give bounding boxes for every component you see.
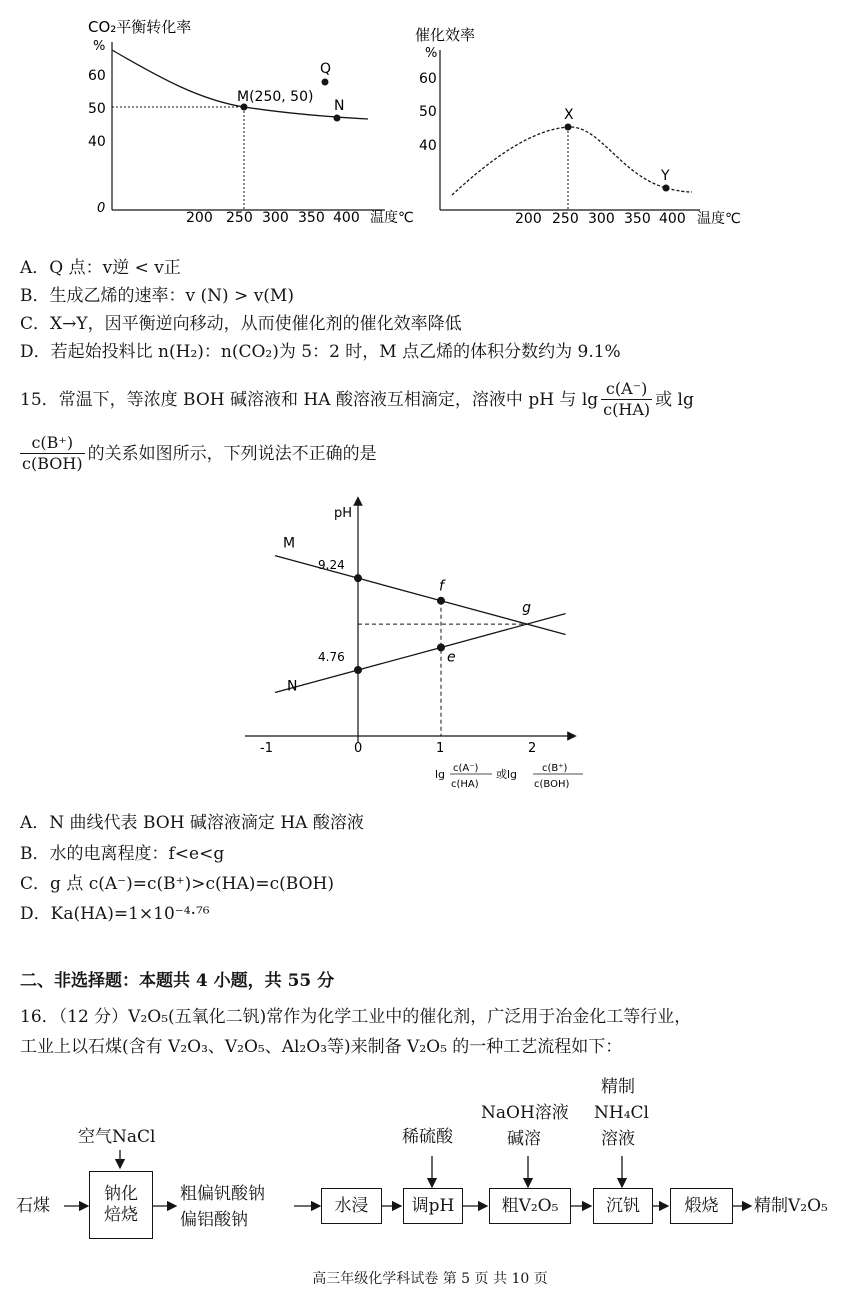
flow-product1: 粗偏钒酸钠: [180, 1184, 265, 1204]
right-ytick-60: 60: [419, 71, 437, 87]
point-intercept-M: [354, 574, 362, 582]
right-xtick-400: 400: [659, 211, 686, 227]
flow-box-calcine: 煅烧: [670, 1188, 733, 1224]
frac1-denominator: c(HA): [603, 400, 651, 419]
ph-xlabel-or: 或lg: [496, 768, 518, 781]
q15-option-c: C．g 点 c(A⁻)=c(B⁺)>c(HA)=c(BOH): [20, 874, 334, 894]
right-chart-title: 催化效率: [415, 26, 476, 44]
flow-end: 精制V₂O₅: [754, 1196, 828, 1216]
right-xtick-200: 200: [515, 211, 542, 227]
label-M: M(250, 50): [237, 89, 314, 105]
point-f: [437, 597, 445, 605]
section-2-title: 二、非选择题：本题共 4 小题，共 55 分: [20, 971, 335, 991]
point-label-g: g: [522, 600, 532, 617]
q15-fraction-a-ha: [601, 379, 652, 420]
flow-box-crude-v2o5: 粗V₂O₅: [489, 1188, 571, 1224]
frac2-denominator: c(BOH): [22, 454, 83, 473]
right-xtick-300: 300: [588, 211, 615, 227]
ph-xtick-neg1: -1: [260, 741, 273, 756]
ph-ylabel: pH: [334, 506, 353, 521]
ph-ytick-476: 4.76: [318, 650, 345, 664]
q15-stem-text: 15．常温下，等浓度 BOH 碱溶液和 HA 酸溶液互相滴定，溶液中 pH 与 lg: [20, 389, 599, 410]
left-chart-title: CO₂平衡转化率: [88, 18, 192, 36]
series-label-M: M: [283, 535, 296, 552]
flow-reagent5a: 精制: [601, 1077, 635, 1097]
ph-xlabel-lg: lg: [435, 768, 446, 781]
point-e: [437, 643, 445, 651]
q15-option-b: B．水的电离程度：f<e<g: [20, 844, 225, 864]
q15-fraction-b-boh: [20, 433, 85, 474]
label-N: N: [334, 98, 345, 114]
co2-conversion-chart: [88, 18, 414, 226]
point-label-f: f: [439, 578, 444, 595]
flow-box-water-leach: 水浸: [321, 1188, 382, 1224]
left-ytick-50: 50: [88, 101, 106, 117]
q16-line2: 工业上以石煤(含有 V₂O₃、V₂O₅、Al₂O₃等)来制备 V₂O₅ 的一种工艺流程如下：: [20, 1037, 623, 1057]
q15-stem-text-2: 的关系如图所示，下列说法不正确的是: [87, 443, 377, 464]
ph-xlabel-num1: c(A⁻): [453, 763, 479, 774]
point-intercept-N: [354, 666, 362, 674]
point-label-e: e: [447, 649, 456, 666]
page-footer: 高三年级化学科试卷 第 5 页 共 10 页: [312, 1271, 548, 1287]
left-xtick-400: 400: [333, 210, 360, 226]
right-xtick-350: 350: [624, 211, 651, 227]
q15-option-a: A．N 曲线代表 BOH 碱溶液滴定 HA 酸溶液: [20, 813, 364, 833]
ph-xtick-0: 0: [354, 741, 363, 756]
right-xlabel: 温度℃: [697, 211, 741, 227]
flow-reagent4b: 碱溶: [507, 1129, 541, 1149]
flow-reagent5c: 溶液: [601, 1129, 635, 1149]
q14-option-b: B．生成乙烯的速率：v (N) > v(M): [20, 286, 294, 306]
q15-or: 或 lg: [655, 389, 694, 410]
right-yunit: %: [425, 46, 438, 61]
frac1-numerator: c(A⁻): [601, 379, 652, 400]
q15-stem-line1: [20, 379, 694, 420]
frac2-numerator: c(B⁺): [20, 433, 85, 454]
q15-option-d: D．Ka(HA)=1×10⁻⁴·⁷⁶: [20, 904, 210, 924]
left-ytick-40: 40: [88, 134, 106, 150]
point-N: [334, 115, 341, 122]
flow-reagent5b: NH₄Cl: [594, 1103, 649, 1123]
flow-reagent4a: NaOH溶液: [481, 1103, 569, 1123]
left-xtick-250: 250: [226, 210, 253, 226]
flow-product2: 偏铝酸钠: [180, 1210, 248, 1230]
flow-start: 石煤: [16, 1196, 50, 1216]
flow-box-adjust-ph: 调pH: [403, 1188, 463, 1224]
q16-line1: 16．（12 分）V₂O₅(五氧化二钒)常作为化学工业中的催化剂，广泛用于冶金化工等行业，: [20, 1007, 692, 1027]
label-Y: Y: [661, 168, 670, 184]
q14-option-a: A．Q 点：v逆 < v正: [20, 258, 181, 278]
flow-reagent1: 空气NaCl: [78, 1127, 156, 1147]
flow-box-vanadium-precip: 沉钒: [593, 1188, 653, 1224]
label-Q: Q: [320, 61, 332, 77]
top-charts: [0, 0, 860, 250]
right-curve: [452, 127, 692, 195]
q15-stem-line2: [20, 433, 377, 474]
ph-xlabel-den2: c(BOH): [534, 779, 570, 790]
left-xlabel: 温度℃: [370, 210, 414, 226]
left-xtick-300: 300: [262, 210, 289, 226]
ph-xtick-1: 1: [436, 741, 445, 756]
left-origin: 0: [97, 201, 106, 216]
right-ytick-50: 50: [419, 104, 437, 120]
point-Q: [322, 79, 329, 86]
ph-xlabel-num2: c(B⁺): [542, 763, 568, 774]
ph-lg-chart: [240, 495, 600, 805]
point-X: [565, 124, 572, 131]
right-ytick-40: 40: [419, 138, 437, 154]
q14-option-c: C．X→Y，因平衡逆向移动，从而使催化剂的催化效率降低: [20, 314, 462, 334]
ph-xtick-2: 2: [528, 741, 537, 756]
right-xtick-250: 250: [552, 211, 579, 227]
left-xtick-200: 200: [186, 210, 213, 226]
left-yunit: %: [93, 39, 106, 54]
q14-option-d: D．若起始投料比 n(H₂)：n(CO₂)为 5：2 时，M 点乙烯的体积分数约为 9.1%: [20, 342, 621, 362]
ph-xlabel-den1: c(HA): [451, 779, 479, 790]
left-xtick-350: 350: [298, 210, 325, 226]
left-ytick-60: 60: [88, 68, 106, 84]
flow-reagent3: 稀硫酸: [402, 1127, 453, 1147]
catalyst-efficiency-chart: [415, 26, 741, 227]
point-Y: [663, 185, 670, 192]
flow-box-sodium-roasting: [89, 1171, 153, 1239]
flow-box1-label: 钠化焙烧: [104, 1184, 138, 1225]
series-label-N: N: [287, 678, 298, 695]
label-X: X: [564, 107, 574, 123]
ph-ytick-924: 9.24: [318, 558, 345, 572]
